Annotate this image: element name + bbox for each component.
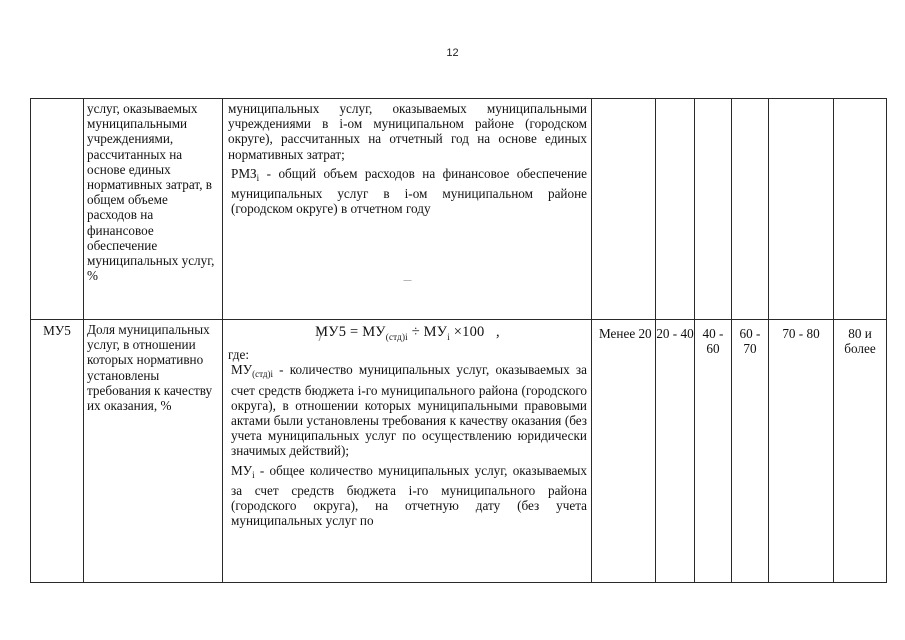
formula-subscript: i — [447, 331, 450, 342]
range-value: 40 - 60 — [702, 326, 724, 357]
indicator-name-cell — [84, 99, 223, 320]
method-paragraph: муниципальных услуг, оказываемых муниципальными учреждениями в i-ом муниципальном районе (городском округе), рассчитанных на отчетный год на основе единых нормативных затрат; — [228, 101, 587, 162]
formula-comma: , — [496, 324, 500, 340]
variable-description: - общий объем расходов на финансовое обеспечение муниципальных услуг в i-ом муниципальном районе (городском округе) в отчетном году — [231, 165, 587, 217]
indicator-code-cell — [31, 320, 84, 583]
range-value: Менее 20 — [599, 326, 652, 341]
formula-operator: ÷ МУ — [407, 324, 448, 340]
range-value: 60 - 70 — [739, 326, 761, 357]
formula-subscript: (стд)i — [385, 331, 408, 342]
where-label: где: — [228, 347, 249, 363]
variable-subscript: i — [256, 172, 260, 183]
table-row — [31, 99, 887, 320]
range-value: 70 - 80 — [782, 326, 820, 341]
variable-term: РМЗ — [231, 165, 257, 181]
range-cell — [769, 320, 834, 583]
indicator-name-cell — [84, 320, 223, 583]
variable-description: - количество муниципальных услуг, оказываемых за счет средств бюджета i-го муниципального района (городского округа), в отношении которых муниципальными правовыми актами были установлены требования к качеству оказания (без учета муниципальных услуг по осуществлению юридически значимых действий); — [231, 362, 587, 459]
formula-lhs: МУ5 = МУ — [315, 324, 386, 340]
table-row — [31, 320, 887, 583]
indicator-name: услуг, оказываемых муниципальными учреждениями, рассчитанных на основе единых нормативных затрат, в общем объеме расходов на финансовое обеспечение муниципальных услуг, % — [87, 101, 215, 284]
variable-description: - общее количество муниципальных услуг, оказываемых за счет средств бюджета i-го муниципального района (городского округа), на отчетную дату (без учета муниципальных услуг по — [231, 462, 587, 529]
variable-term: МУ — [231, 462, 253, 478]
variable-subscript: i — [252, 469, 255, 480]
variable-subscript: (стд)i — [252, 369, 273, 380]
range-cell — [592, 320, 656, 583]
method-paragraph — [228, 463, 587, 529]
range-cell — [769, 99, 834, 320]
indicator-code: МУ5 — [43, 323, 71, 338]
formula — [228, 325, 587, 345]
range-value: 80 и более — [844, 326, 876, 357]
formula-rhs: ×100 — [449, 324, 485, 340]
variable-term: МУ — [231, 362, 253, 378]
method-paragraph — [228, 362, 587, 458]
range-cell — [695, 320, 732, 583]
range-cell — [732, 320, 769, 583]
page-number: 12 — [446, 47, 459, 59]
range-cell — [695, 99, 732, 320]
method-cell — [223, 320, 592, 583]
indicator-name: Доля муниципальных услуг, в отношении которых нормативно установлены требования к качеству их оказания, % — [87, 322, 213, 414]
method-cell — [223, 99, 592, 320]
range-cell — [834, 320, 887, 583]
range-value: 20 - 40 — [656, 326, 694, 341]
scan-mark: — — [403, 275, 412, 285]
range-cell — [656, 320, 695, 583]
indicators-table — [30, 98, 887, 583]
indicator-code-cell — [31, 99, 84, 320]
range-cell — [656, 99, 695, 320]
range-cell — [592, 99, 656, 320]
method-paragraph — [228, 166, 587, 217]
range-cell — [834, 99, 887, 320]
range-cell — [732, 99, 769, 320]
